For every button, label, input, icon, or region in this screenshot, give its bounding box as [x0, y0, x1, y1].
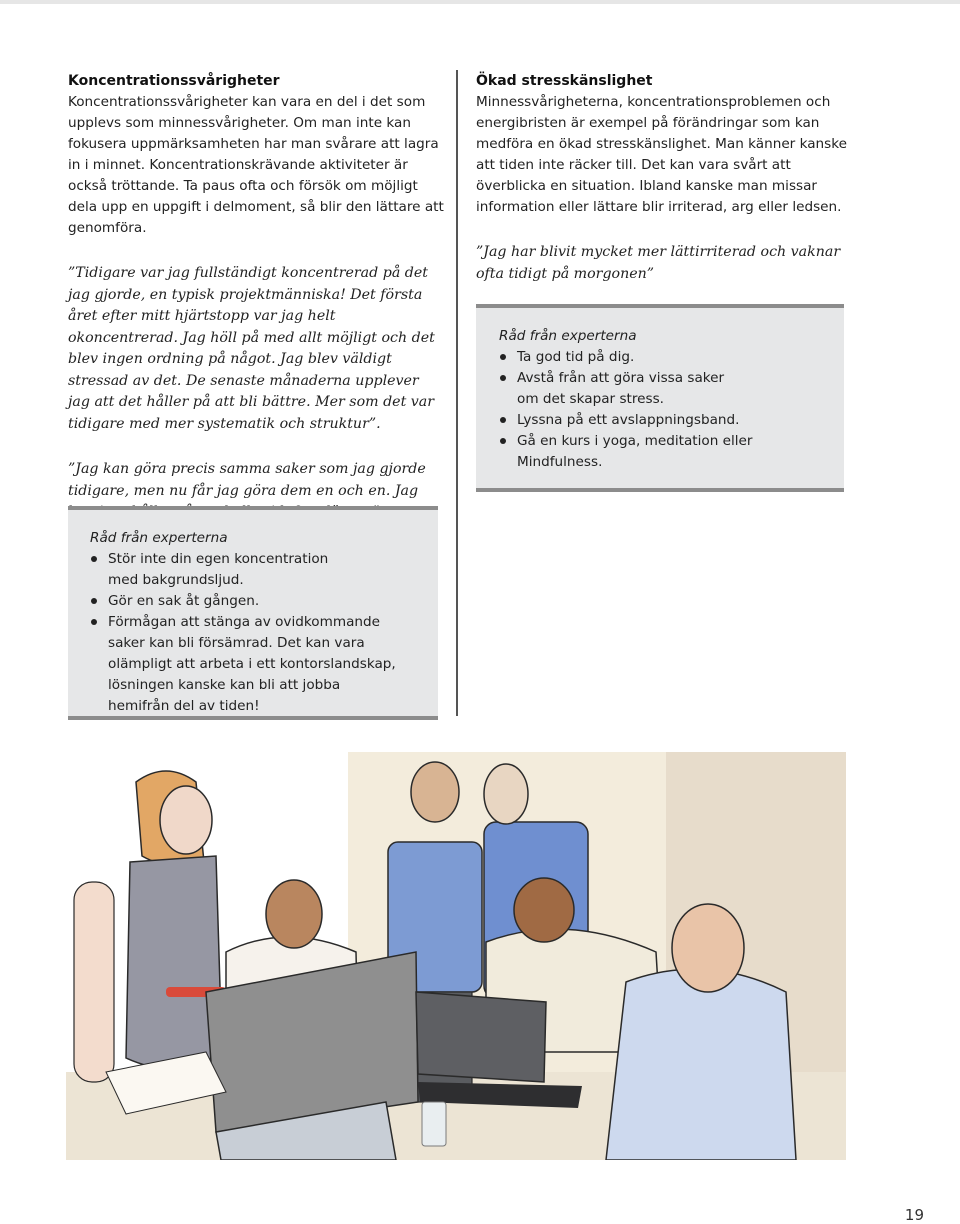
- tip-item: Gör en sak åt gången.: [90, 591, 420, 612]
- water-glass: [422, 1102, 446, 1146]
- tips-title: Råd från experterna: [499, 328, 637, 344]
- tips-box-top-bar: [476, 304, 844, 308]
- tip-item: Ta god tid på dig.: [499, 347, 829, 368]
- heading-stress: Ökad stresskänslighet: [476, 73, 653, 89]
- tip-item: Avstå från att göra vissa saker om det skapar stress.: [499, 368, 829, 410]
- tip-item: Stör inte din egen koncentration med bakgrundsljud.: [90, 549, 420, 591]
- page-number: 19: [904, 1206, 924, 1224]
- tips-box-bottom-bar: [476, 488, 844, 492]
- tips-list: [90, 549, 420, 717]
- column-divider: [456, 70, 458, 716]
- quote-2: ”Jag kan göra precis samma saker som jag gjorde tidigare, men nu får jag göra dem en och en. Jag: [68, 461, 426, 499]
- paragraph-stress: Minnessvårigheterna, koncentrationsproblemen och energibristen är exempel på förändringar som kan medföra en ökad stresskänslighet. Man känner kanske att tiden inte räcker till. Det kan vara svårt att överblicka en situation. Ibland kanske man missar information eller lättare blir irriterad, arg eller ledsen.: [476, 94, 848, 215]
- tips-list: [499, 347, 829, 473]
- top-rule: [0, 0, 960, 4]
- quote-stress: ”Jag har blivit mycket mer lättirriterad och vaknar ofta tidigt på morgonen”: [476, 244, 841, 282]
- tips-title: Råd från experterna: [90, 530, 228, 546]
- tips-box-top-bar: [68, 506, 438, 510]
- tip-item: Lyssna på ett avslappningsband.: [499, 410, 829, 431]
- quote-1: ”Tidigare var jag fullständigt koncentrerad på det jag gjorde, en typisk projektmänniska! Det första året efter mitt hjärtstopp var jag helt okoncentrerad. Jag höll på med allt möjligt och det blev ingen ordning på något. Jag blev väldigt stressad av det. De senaste månaderna upplever jag att det håller på att bli bättre. Mer som det var tidigare med mer systematik och struktur”.: [68, 265, 435, 432]
- tip-item: Förmågan att stänga av ovidkommande saker kan bli försämrad. Det kan vara olämpligt att arbeta i ett kontorslandskap, lösningen kanske kan bli att jobba hemifrån del av tiden!: [90, 612, 420, 717]
- office-meeting-illustration: [66, 752, 846, 1160]
- tip-item: Gå en kurs i yoga, meditation eller Mindfulness.: [499, 431, 829, 473]
- heading-koncentration: Koncentrationssvårigheter: [68, 73, 280, 89]
- paragraph-koncentration: Koncentrationssvårigheter kan vara en del i det som upplevs som minnessvårigheter. Om man inte kan fokusera uppmärksamheten har man svårare att lagra in i minnet. Koncentrationskrävande aktiviteter är också tröttande. Ta paus ofta och försök om möjligt dela upp en uppgift i delmoment, så blir den lättare att genomföra.: [68, 94, 444, 236]
- tips-box-koncentration: [68, 506, 438, 720]
- left-column: [68, 70, 444, 524]
- right-column: [476, 70, 848, 285]
- tips-box-stress: [476, 304, 844, 492]
